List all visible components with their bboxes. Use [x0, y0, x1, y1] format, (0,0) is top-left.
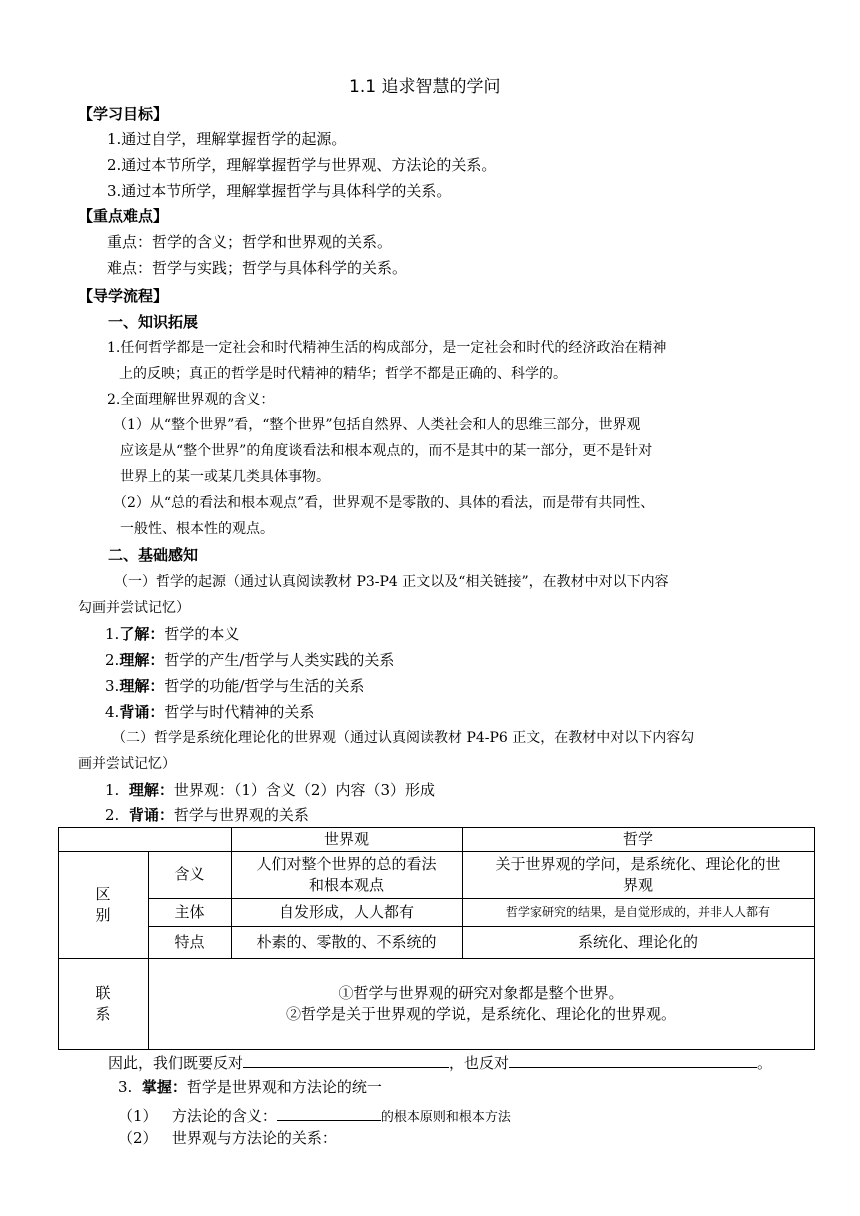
- part1-paragraph: 1.任何哲学都是一定社会和时代精神生活的构成部分，是一定社会和时代的经济政治在精神: [107, 340, 667, 356]
- blank-answer-1[interactable]: [243, 1053, 449, 1068]
- part2-sub2-intro: 画并尝试记忆）: [78, 756, 176, 772]
- item3-sub1: （1） 方法论的含义： 的根本原则和根本方法: [118, 1107, 511, 1125]
- blank-answer-3[interactable]: [277, 1106, 381, 1121]
- part1-paragraph: 一般性、根本性的观点。: [120, 521, 274, 537]
- sub2-item: 1. 理解：世界观：（1）含义（2）内容（3）形成: [105, 781, 436, 799]
- table-row-label: 主体: [174, 902, 205, 921]
- fill-blank-line: 因此，我们既要反对 ，也反对 。: [108, 1054, 773, 1072]
- table-cell: 自发形成，人人都有: [278, 902, 414, 921]
- part1-paragraph: 上的反映；真正的哲学是时代精神的精华；哲学不都是正确的、科学的。: [119, 366, 567, 382]
- item3-sub2: （2） 世界观与方法论的关系：: [118, 1129, 337, 1147]
- table-header-worldview: 世界观: [323, 829, 369, 848]
- table-cell: 哲学家研究的结果，是自觉形成的，并非人人都有: [505, 904, 770, 919]
- table-cell: 朴素的、零散的、不系统的: [256, 932, 437, 951]
- sub1-item: 3.理解：哲学的功能/哲学与生活的关系: [105, 677, 365, 695]
- part2-sub1-intro: 勾画并尝试记忆）: [78, 600, 190, 616]
- key-difficulty: 难点：哲学与实践；哲学与具体科学的关系。: [107, 259, 408, 277]
- blank-answer-2[interactable]: [509, 1053, 757, 1068]
- goal-item: 2.通过本节所学，理解掌握哲学与世界观、方法论的关系。: [107, 156, 497, 174]
- part2-sub2-intro: （二）哲学是系统化理论化的世界观（通过认真阅读教材 P4-P6 正文，在教材中对以下内容勾: [112, 730, 695, 746]
- part2-sub1-intro: （一）哲学的起源（通过认真阅读教材 P3-P4 正文以及“相关链接”，在教材中对以下内容: [114, 574, 669, 590]
- part1-paragraph: （2）从“总的看法和根本观点”看，世界观不是零散的、具体的看法，而是带有共同性、: [113, 495, 655, 511]
- part1-paragraph: 应该是从“整个世界”的角度谈看法和根本观点的，而不是其中的某一部分，更不是针对: [120, 443, 653, 459]
- part1-paragraph: （1）从“整个世界”看，“整个世界”包括自然界、人类社会和人的思维三部分，世界观: [113, 417, 641, 433]
- page-title: 1.1 追求智慧的学问: [349, 77, 501, 97]
- sub1-item: 4.背诵：哲学与时代精神的关系: [105, 703, 315, 721]
- table-connection-content: ①哲学与世界观的研究对象都是整个世界。 ②哲学是关于世界观的学说，是系统化、理论化的世界观。: [285, 983, 676, 1023]
- section-heading-keypoints: 【重点难点】: [78, 207, 169, 225]
- part1-paragraph: 世界上的某一或某几类具体事物。: [120, 469, 330, 485]
- goal-item: 3.通过本节所学，理解掌握哲学与具体科学的关系。: [107, 182, 452, 200]
- goal-item: 1.通过自学，理解掌握哲学的起源。: [107, 130, 347, 148]
- sub1-item: 2.理解：哲学的产生/哲学与人类实践的关系: [105, 651, 395, 669]
- sub1-item: 1.了解：哲学的本义: [105, 625, 240, 643]
- table-cell: 关于世界观的学问，是系统化、理论化的世 界观: [495, 854, 781, 894]
- section-heading-goals: 【学习目标】: [78, 105, 169, 123]
- key-focus: 重点：哲学的含义；哲学和世界观的关系。: [107, 233, 393, 251]
- table-cell: 系统化、理论化的: [577, 932, 698, 951]
- table-row-label: 特点: [174, 932, 205, 951]
- section-heading-process: 【导学流程】: [78, 287, 169, 305]
- table-group-label-connection: 联 系: [95, 983, 111, 1023]
- table-group-label-difference: 区 别: [95, 884, 111, 924]
- part2-heading: 二、基础感知: [108, 546, 199, 564]
- sub2-item: 2. 背诵：哲学与世界观的关系: [105, 806, 309, 824]
- table-header-philosophy: 哲学: [622, 829, 653, 848]
- part1-heading: 一、知识拓展: [108, 313, 199, 331]
- item3: 3. 掌握：哲学是世界观和方法论的统一: [118, 1078, 382, 1096]
- table-cell: 人们对整个世界的总的看法 和根本观点: [256, 854, 437, 894]
- table-row-label: 含义: [174, 865, 205, 883]
- part1-paragraph: 2.全面理解世界观的含义：: [107, 392, 275, 408]
